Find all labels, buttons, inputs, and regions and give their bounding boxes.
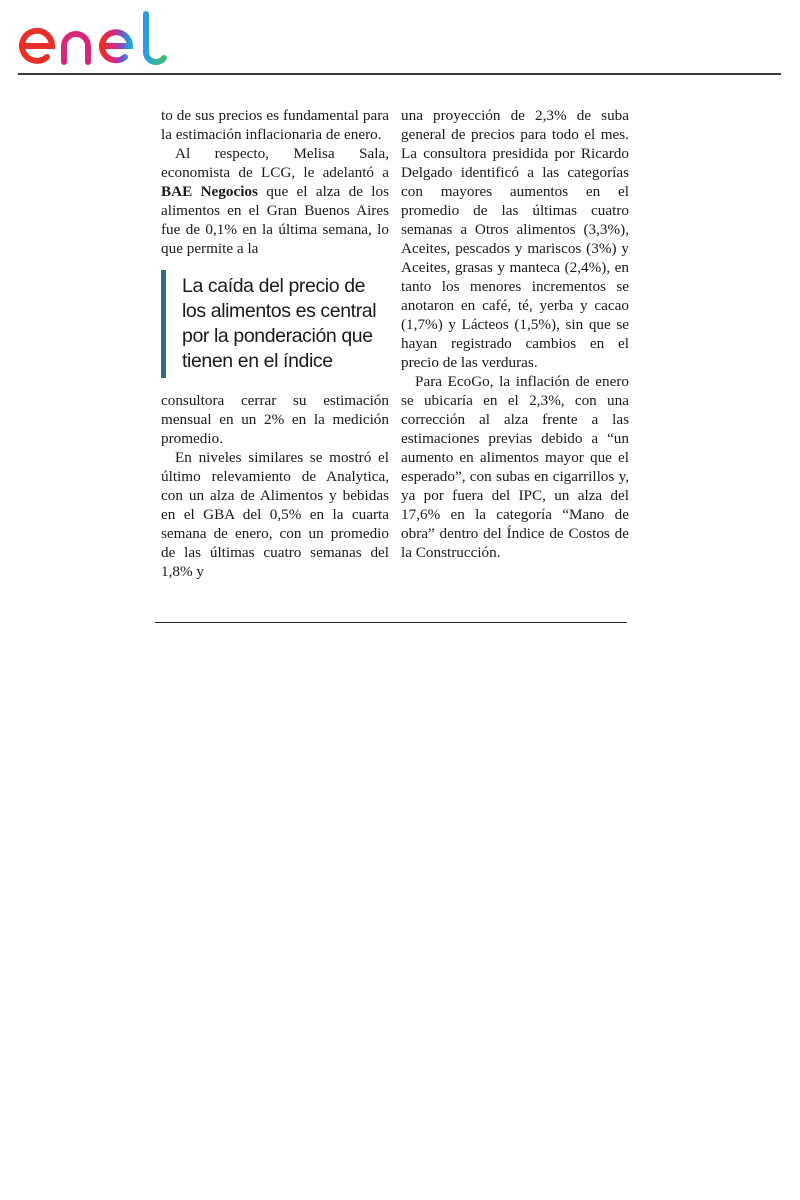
header-divider [18, 73, 781, 75]
footer-divider [155, 622, 627, 623]
publication-name: BAE Negocios [161, 183, 258, 200]
enel-logo [16, 8, 176, 68]
paragraph: consultora cerrar su estimación mensual en un 2% en la medición promedio. [161, 392, 389, 447]
paragraph: una proyección de 2,3% de suba general de precios para todo el mes. La consultora presidida por Ricardo Delgado identificó a las categorías con mayores aumentos en el promedio de las últimas cuatro semanas a Otros alimentos (3,3%), Aceites, pescados y mariscos (3%) y Aceites, grasas y manteca (2,4%), en tanto los menores incrementos se anotaron en café, té, yerba y cacao (1,7%) y Lácteos (1,5%), sin que se hayan registrado cambios en el precio de las verduras. [401, 107, 629, 371]
article-column-right [401, 106, 629, 562]
paragraph: Para EcoGo, la inflación de enero se ubicaría en el 2,3%, con una corrección al alza frente a las estimaciones previas debido a “un aumento en alimentos mayor que el esperado”, con subas en cigarrillos y, ya por fuera del IPC, un alza del 17,6% en la categoría “Mano de obra” dentro del Índice de Costos de la Construcción. [401, 373, 629, 561]
article-column-left [161, 106, 389, 581]
paragraph: to de sus precios es fundamental para la estimación inflacionaria de enero. [161, 107, 389, 143]
paragraph: Al respecto, Melisa Sala, economista de LCG, le adelantó a BAE Negocios que el alza de los alimentos en el Gran Buenos Aires fue de 0,1% en la última semana, lo que permite a la [161, 145, 390, 257]
paragraph: En niveles similares se mostró el último relevamiento de Analytica, con un alza de Alimentos y bebidas en el GBA del 0,5% en la cuarta semana de enero, con un promedio de las últimas cuatro semanas del 1,8% y [161, 449, 389, 580]
pull-quote: La caída del precio de los alimentos es central por la ponderación que tienen en el índice [161, 270, 389, 378]
